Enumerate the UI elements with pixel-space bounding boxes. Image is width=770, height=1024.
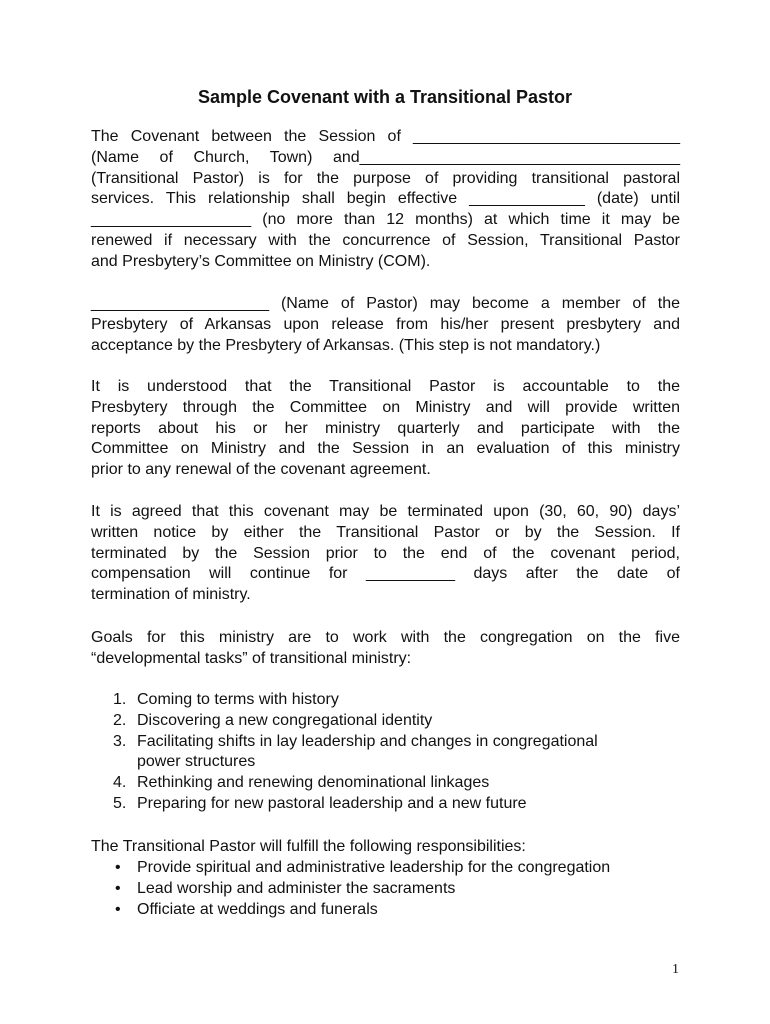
paragraph-line: Goals for this ministry are to work with the congregation on the five bbox=[91, 629, 680, 646]
list-number: 1. bbox=[113, 691, 127, 708]
paragraph-line: The Transitional Pastor will fulfill the following responsibilities: bbox=[91, 838, 526, 855]
paragraph-line: ____________________ (Name of Pastor) may become a member of the bbox=[91, 295, 680, 312]
paragraph-line: written notice by either the Transitional Pastor or by the Session. If bbox=[91, 523, 680, 541]
accountability-paragraph bbox=[91, 377, 680, 481]
list-item bbox=[91, 690, 680, 711]
paragraph-line: compensation will continue for __________ days after the date of bbox=[91, 565, 680, 583]
list-item bbox=[91, 794, 680, 815]
paragraph-line: (Transitional Pastor) is for the purpose of providing transitional pastoral bbox=[91, 169, 680, 187]
paragraph-line: termination of ministry. bbox=[91, 586, 251, 604]
paragraph-line: It is understood that the Transitional Pastor is accountable to the bbox=[91, 378, 680, 395]
paragraph-line: reports about his or her ministry quarterly and participate with the bbox=[91, 419, 680, 437]
paragraph-line: The Covenant between the Session of ______________________________ bbox=[91, 128, 680, 145]
document-title: Sample Covenant with a Transitional Pastor bbox=[197, 87, 573, 107]
paragraph-line: It is agreed that this covenant may be terminated upon (30, 60, 90) days’ bbox=[91, 503, 680, 520]
termination-paragraph bbox=[91, 502, 680, 606]
paragraph-line: (Name of Church, Town) and____________________________________ bbox=[91, 148, 680, 166]
list-item bbox=[91, 879, 680, 900]
membership-paragraph bbox=[91, 294, 680, 356]
paragraph-line: renewed if necessary with the concurrence of Session, Transitional Pastor bbox=[91, 231, 680, 249]
list-number: 4. bbox=[113, 774, 127, 792]
list-item-text: Provide spiritual and administrative leadership for the congregation bbox=[137, 859, 611, 876]
paragraph-line: acceptance by the Presbytery of Arkansas. (This step is not mandatory.) bbox=[91, 336, 601, 354]
paragraph-line: “developmental tasks” of transitional ministry: bbox=[91, 649, 412, 667]
list-item bbox=[91, 858, 680, 879]
responsibilities-intro bbox=[91, 837, 680, 858]
list-number: 5. bbox=[113, 794, 127, 812]
list-item-text: Facilitating shifts in lay leadership and changes in congregational bbox=[137, 732, 598, 750]
list-item bbox=[91, 732, 680, 774]
bullet-icon: • bbox=[115, 900, 121, 918]
paragraph-line: __________________ (no more than 12 months) at which time it may be bbox=[91, 211, 680, 229]
paragraph-line: prior to any renewal of the covenant agreement. bbox=[91, 461, 431, 479]
responsibilities-list bbox=[91, 858, 680, 920]
paragraph-line: and Presbytery’s Committee on Ministry (COM). bbox=[91, 252, 431, 270]
paragraph-line: Presbytery through the Committee on Ministry and will provide written bbox=[91, 398, 680, 416]
bullet-icon: • bbox=[115, 879, 121, 897]
paragraph-line: terminated by the Session prior to the end of the covenant period, bbox=[91, 544, 680, 562]
list-item-text: Rethinking and renewing denominational linkages bbox=[137, 774, 490, 792]
list-number: 3. bbox=[113, 732, 127, 750]
covenant-intro-paragraph bbox=[91, 127, 680, 273]
list-item-text: Discovering a new congregational identity bbox=[137, 711, 433, 729]
paragraph-line: services. This relationship shall begin effective _____________ (date) until bbox=[91, 190, 680, 208]
list-item-text-continued: power structures bbox=[137, 753, 256, 771]
goals-list bbox=[91, 690, 680, 815]
bullet-icon: • bbox=[115, 859, 121, 876]
list-item-text: Lead worship and administer the sacraments bbox=[137, 879, 456, 897]
list-item bbox=[91, 711, 680, 732]
goals-paragraph bbox=[91, 628, 680, 670]
list-item-text: Preparing for new pastoral leadership and a new future bbox=[137, 794, 527, 812]
list-item bbox=[91, 900, 680, 921]
list-item-text: Officiate at weddings and funerals bbox=[137, 900, 378, 918]
paragraph-line: Presbytery of Arkansas upon release from his/her present presbytery and bbox=[91, 315, 680, 333]
list-item bbox=[91, 773, 680, 794]
list-number: 2. bbox=[113, 711, 127, 729]
paragraph-line: Committee on Ministry and the Session in an evaluation of this ministry bbox=[91, 440, 680, 458]
page-number: 1 bbox=[672, 962, 679, 977]
list-item-text: Coming to terms with history bbox=[137, 691, 339, 708]
